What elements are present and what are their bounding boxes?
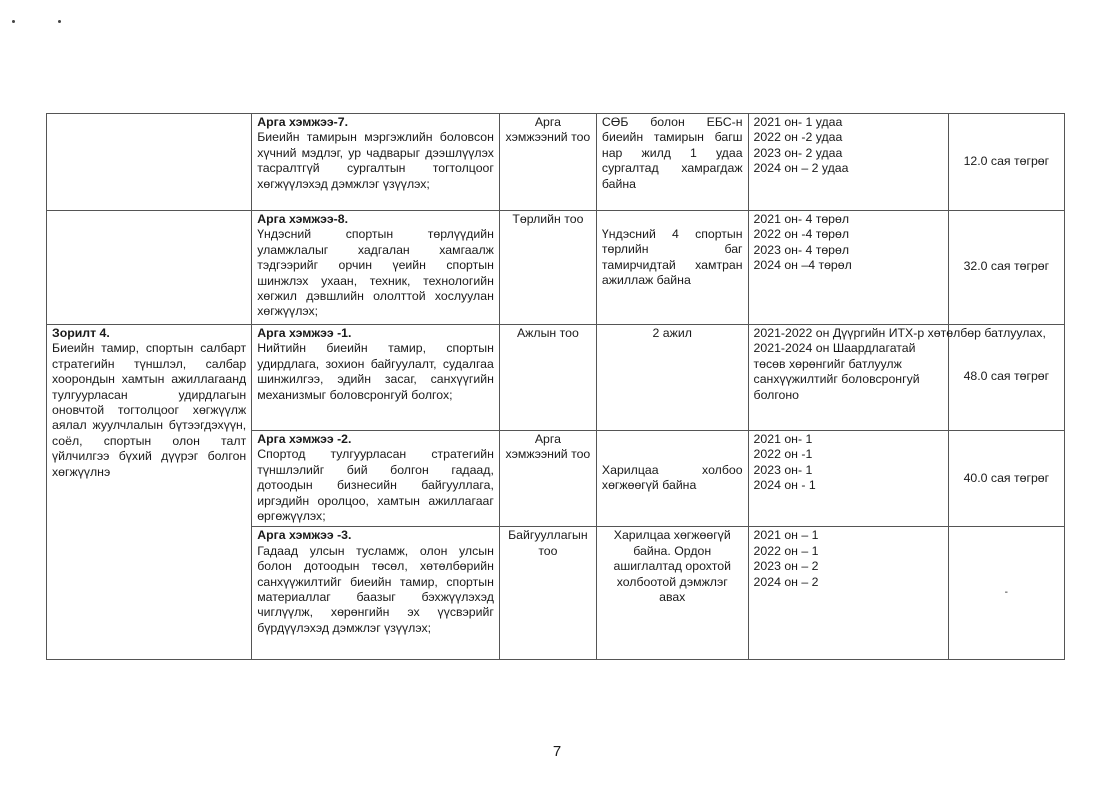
target-line: 2022 он -4 төрөл	[753, 227, 850, 242]
action-plan-table	[46, 113, 1065, 660]
targets-cell	[748, 114, 948, 211]
activity-description: Нийтийн биеийн тамир, спортын удирдлага, зохион байгуулалт, судалгаа шинжилгээ, эдийн засаг, санхүүгийн механизмыг боловсронгуй болгох;	[257, 341, 494, 402]
target-line: 2023 он- 4 төрөл	[753, 242, 850, 257]
baseline-cell	[596, 114, 748, 211]
objective-text: Биеийн тамир, спортын салбарт стратегийн түншлэл, салбар хоорондын хамтын ажиллагаанд тулгуурласан удирдлагын оновчтой тогтолцоог хөгжүүлж аялал жуулчлалын бүтээгдэхүүн, соёл, спортын олон талт үйлчилгээ бүхий дүүрэг болгон хөгжүүлнэ	[52, 341, 247, 479]
target-line: 2023 он – 2	[753, 559, 819, 574]
target-line: 2021 он- 4 төрөл	[753, 212, 850, 226]
scan-speck	[12, 20, 15, 23]
target-line: 2021 он – 1	[753, 528, 819, 543]
target-line: 2023 он- 1	[753, 462, 813, 477]
target-line: 2024 он – 2 удаа	[753, 161, 849, 176]
target-line: 2024 он - 1	[753, 478, 816, 493]
indicator-cell: Ажлын тоо	[499, 325, 596, 431]
objective-cell	[47, 325, 252, 660]
targets-cell	[748, 527, 948, 660]
objective-cell-empty	[47, 114, 252, 211]
baseline-cell: 2 ажил	[596, 325, 748, 431]
activity-title: Арга хэмжээ-8.	[257, 212, 349, 226]
activity-cell	[252, 431, 500, 527]
activity-title: Арга хэмжээ-7.	[257, 115, 349, 129]
activity-title: Арга хэмжээ -3.	[257, 528, 352, 543]
budget-cell: 48.0 сая төгрөг	[948, 325, 1064, 431]
target-line: 2021 он- 1 удаа	[753, 115, 843, 129]
indicator-cell: Арга хэмжээний тоо	[499, 431, 596, 527]
target-line: 2021-2022 он Дүүргийн ИТХ-р хөтөлбөр батлуулах,	[753, 326, 1046, 340]
target-line: 2024 он –4 төрөл	[753, 258, 852, 273]
target-line: 2021-2024 он Шаардлагатай төсөв хөрөнгийг батлуулж санхүүжилтийг боловсронгуй болгоно	[753, 341, 920, 402]
activity-cell	[252, 114, 500, 211]
activity-description: Биеийн тамирын мэргэжлийн боловсон хүчний мэдлэг, ур чадварыг дээшлүүлэх тасралтгүй сургалтын тогтолцоог хөгжүүлэхэд дэмжлэг үзүүлэх;	[257, 130, 494, 191]
activity-description: Спортод тулгуурласан стратегийн түншлэлийг бий болгон гадаад, дотоодын бизнесийн байгууллага, иргэдийн оролцоо, хамтын ажиллагааг өргөжүүлэх;	[257, 447, 494, 524]
target-line: 2022 он -1	[753, 447, 813, 462]
scan-speck	[58, 20, 61, 23]
budget-cell: 40.0 сая төгрөг	[948, 431, 1064, 527]
baseline-cell	[596, 211, 748, 325]
target-line: 2024 он – 2	[753, 574, 819, 589]
table-row	[47, 211, 1065, 325]
targets-cell	[748, 431, 948, 527]
activity-cell	[252, 211, 500, 325]
target-line: 2023 он- 2 удаа	[753, 145, 843, 160]
baseline-text: Харилцаа холбоо хөгжөөгүй байна	[601, 462, 743, 493]
target-line: 2021 он- 1	[753, 432, 813, 446]
activity-cell	[252, 325, 500, 431]
budget-cell: 12.0 сая төгрөг	[948, 114, 1064, 211]
indicator-cell: Арга хэмжээний тоо	[499, 114, 596, 211]
activity-description: Гадаад улсын тусламж, олон улсын болон дотоодын төсөл, хөтөлбөрийн санхүүжилтийг биеийн тамир, спортын материаллаг баазыг бэхжүүлэхэд чиглүүлж, хөрөнгийн эх үүсвэрийг бүрдүүлэхэд дэмжлэг үзүүлэх;	[257, 543, 494, 635]
baseline-text: СӨБ болон ЕБС-н биеийн тамирын багш нар жилд 1 удаа сургалтад хамрагдаж байна	[601, 115, 743, 191]
activity-description: Үндэсний спортын төрлүүдийн уламжлалыг хадгалан хамгаалж тэдгээрийг орчин үеийн спортын шинжлэх ухаан, техник, технологийн хөгжил дэвшлийн ололттой хослуулан хөгжүүлэх;	[257, 227, 494, 319]
baseline-cell	[596, 431, 748, 527]
table-row	[47, 325, 1065, 431]
target-line: 2022 он – 1	[753, 543, 819, 558]
activity-cell	[252, 527, 500, 660]
activity-title: Арга хэмжээ -1.	[257, 326, 352, 340]
indicator-cell: Төрлийн тоо	[499, 211, 596, 325]
baseline-cell: Харилцаа хөгжөөгүй байна. Ордон ашиглалтад орохтой холбоотой дэмжлэг авах	[596, 527, 748, 660]
page-number: 7	[552, 743, 562, 760]
baseline-text: Үндэсний 4 спортын төрлийн баг тамирчидтай хамтран ажиллаж байна	[601, 227, 743, 288]
budget-cell: 32.0 сая төгрөг	[948, 211, 1064, 325]
activity-title: Арга хэмжээ -2.	[257, 432, 352, 446]
indicator-cell: Байгууллагын тоо	[499, 527, 596, 660]
objective-cell-empty	[47, 211, 252, 325]
targets-cell	[748, 211, 948, 325]
objective-title: Зорилт 4.	[52, 326, 110, 340]
table-row	[47, 114, 1065, 211]
budget-cell: -	[948, 527, 1064, 660]
target-line: 2022 он -2 удаа	[753, 130, 843, 145]
